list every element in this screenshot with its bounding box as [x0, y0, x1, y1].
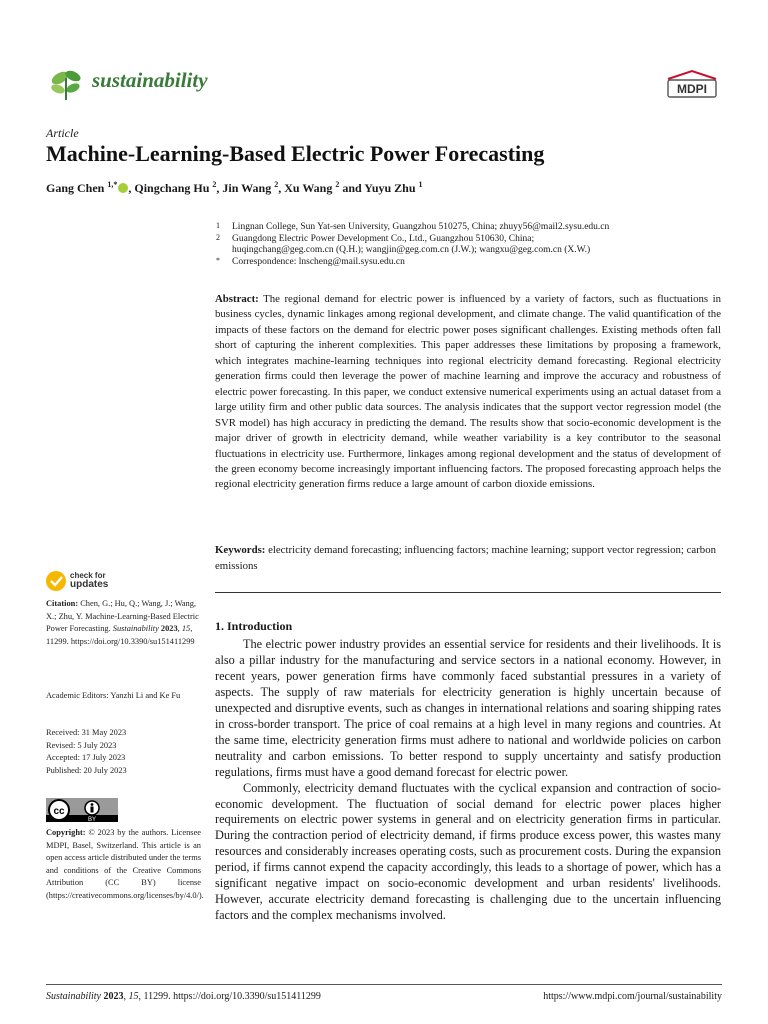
- editors-label: Academic Editors:: [46, 691, 109, 700]
- citation-text: Chen, G.; Hu, Q.; Wang, J.; Wang, X.; Zhu, Y. Machine-Learning-Based Electric Power Forecasting.: [46, 599, 199, 634]
- author-affil-mark: 2: [212, 180, 217, 189]
- author-affil-mark: 2: [335, 180, 340, 189]
- keywords: [215, 543, 721, 574]
- editors-names: Yanzhi Li and Ke Fu: [110, 691, 181, 700]
- footer-doi[interactable]: , 11299. https://doi.org/10.3390/su151411299: [138, 991, 321, 1002]
- check-for-updates-label[interactable]: [70, 571, 108, 589]
- keywords-label: Keywords:: [215, 544, 266, 556]
- author-name[interactable]: Gang Chen: [46, 181, 105, 195]
- publisher-label: MDPI: [677, 82, 707, 96]
- check-line1: check for: [70, 571, 106, 580]
- citation-journal: Sustainability: [112, 624, 159, 634]
- author-affil-mark: 2: [274, 180, 279, 189]
- affiliation-mark: *: [216, 255, 220, 265]
- paragraph: Commonly, electricity demand fluctuates with the cyclical expansion and contraction of socio-economic development. The fluctuation of social demand for electric power places higher requirements on electric power systems in general and on electricity generation firms in particular. During the contraction period of electricity demand, if firms produce excess power, this wastes many resources and considerably increases operating costs, such as procurement costs. During the expansion period, if firms cannot expend the capacity accordingly, this leads to a shortage of power, which has a significant negative impact on socio-economic development and urban residents' livelihoods. However, accurate electricity demand forecasting is challenging due to the uncertain influencing factors and the complex mechanisms involved.: [215, 780, 721, 923]
- author-name[interactable]: Qingchang Hu: [134, 181, 210, 195]
- article-type: Article: [46, 126, 79, 140]
- author-name[interactable]: Yuyu Zhu: [364, 181, 416, 195]
- paragraph: The electric power industry provides an essential service for residents and their livelihoods. It is also a pillar industry for the manufacturing and service sectors in a national economy. However, in recent years, power generation firms have commonly faced substantial pressures in a variety of aspects. The supply of raw materials for electricity generation is highly uncertain because of unexpected and disruptive events, such as changes in international relations and soaring shipping rates in cross-border transport. The price of coal remains at a high level in many regions and countries. At the same time, electricity generation firms must adhere to national and worldwide policies on carbon neutrality and carbon emissions. To better respond to supply uncertainty and satisfy production regulations, firms must have a good demand forecast for electric power.: [215, 637, 721, 779]
- footer-citation: Sustainability 2023, 15, 11299. https://doi.org/10.3390/su151411299: [46, 991, 321, 1002]
- author-name[interactable]: Jin Wang: [222, 181, 272, 195]
- citation-pages: , 11299.: [46, 624, 193, 646]
- affiliation-mark: 1: [216, 221, 220, 230]
- divider: [215, 592, 721, 593]
- cc-by-label: BY: [87, 817, 97, 822]
- footer-year: 2023: [103, 991, 124, 1002]
- author-conjunction: and: [342, 181, 362, 195]
- citation-label: Citation:: [46, 599, 79, 608]
- date-published: Published: 20 July 2023: [46, 765, 127, 775]
- author-affil-mark: 1,*: [107, 180, 118, 189]
- date-revised: Revised: 5 July 2023: [46, 740, 117, 750]
- affiliation-text: huqingchang@geg.com.cn (Q.H.); wangjin@geg.com.cn (J.W.); wangxu@geg.com.cn (X.W.): [232, 245, 591, 255]
- abstract-text: The regional demand for electric power is influenced by a variety of factors, such as fluctuations in business cycles, dynamic linkages among regional development, and climate change. The valid quantification of the impacts of these factors on the demand for electric power poses significant challenges. Existing methods often fall short of capturing the inherent complexities. This paper addresses these limitations by proposing a framework, which integrates machine-learning techniques into regional electricity demand forecasting. Regional electricity generation firms could then leverage the power of machine learning and improve the accuracy and robustness of electric power forecasting. In this paper, we conduct extensive numerical experiments using an actual dataset from a large utility firm and other public data sources. The analysis indicates that the support vector regression model (the SVR model) has high accuracy in predicting the demand. The results show that socio-economic development is the major driver of growth in electricity demand, while weather variability is a key contributor to the seasonal fluctuations in electricity use. Furthermore, linkages among regional development and the status of development of the green economy become increasingly important influencing factors. The proposed forecasting approach helps the regional electricity generation firms reduce a large amount of carbon dioxide emissions.: [215, 293, 721, 491]
- body-text: [215, 637, 721, 924]
- check-line2: updates: [70, 579, 109, 590]
- publication-dates: [46, 727, 201, 777]
- svg-text:cc: cc: [53, 806, 65, 817]
- affiliation-item: [216, 234, 716, 246]
- copyright-block: [46, 827, 204, 903]
- affiliation-item: [216, 222, 716, 234]
- mdpi-logo-icon: [664, 69, 720, 99]
- citation-volume: 15: [181, 624, 191, 634]
- academic-editors: [46, 690, 201, 703]
- copyright-label: Copyright:: [46, 828, 86, 837]
- sustainability-leaf-logo-icon: [46, 66, 86, 102]
- citation-year: 2023: [160, 624, 178, 634]
- affiliations: [216, 222, 716, 268]
- cc-by-license-icon[interactable]: [46, 798, 118, 822]
- footer-volume: 15: [128, 991, 139, 1002]
- footer-journal: Sustainability: [46, 991, 101, 1002]
- author-name[interactable]: Xu Wang: [284, 181, 333, 195]
- abstract: [215, 292, 721, 493]
- keywords-text: electricity demand forecasting; influencing factors; machine learning; support vector regression; carbon emissions: [215, 544, 716, 572]
- affiliation-text: Lingnan College, Sun Yat-sen University, Guangzhou 510275, China; zhuyy56@mail2.sysu.edu.cn: [232, 222, 610, 232]
- affiliation-item: [216, 245, 716, 257]
- abstract-label: Abstract:: [215, 293, 259, 305]
- orcid-icon[interactable]: [118, 183, 128, 193]
- section-heading: 1. Introduction: [215, 619, 293, 633]
- affiliation-text: Guangdong Electric Power Development Co., Ltd., Guangzhou 510630, China;: [232, 233, 535, 244]
- footer-journal-url[interactable]: https://www.mdpi.com/journal/sustainability: [543, 991, 722, 1002]
- citation-doi-link[interactable]: https://doi.org/10.3390/su151411299: [70, 636, 195, 646]
- copyright-text: © 2023 by the authors. Licensee MDPI, Basel, Switzerland. This article is an open access article distributed under the terms and conditions of the Creative Commons Attribution (CC BY) license (https://creativecommons.org/licenses/by/4.0/).: [46, 828, 204, 900]
- affiliation-mark: 2: [216, 232, 220, 242]
- correspondence-text: Correspondence: lnscheng@mail.sysu.edu.cn: [232, 256, 405, 267]
- citation-block: Citation: Chen, G.; Hu, Q.; Wang, J.; Wang, X.; Zhu, Y. Machine-Learning-Based Electric Power Forecasting. Sustainability 2023, 15, 11299. https://doi.org/10.3390/su151411299: [46, 599, 199, 646]
- footer-divider: [46, 984, 722, 985]
- journal-name: sustainability: [92, 68, 208, 92]
- article-title: Machine-Learning-Based Electric Power Forecasting: [46, 141, 545, 166]
- affiliation-item: [216, 257, 716, 269]
- date-received: Received: 31 May 2023: [46, 728, 127, 737]
- date-accepted: Accepted: 17 July 2023: [46, 753, 126, 763]
- author-list: Gang Chen $^{1,*}$ , Qingchang Hu $^2$, Jin Wang $^2$, Xu Wang $^2$ and Yuyu Zhu $^1$: [46, 180, 423, 195]
- author-affil-mark: 1: [418, 180, 423, 189]
